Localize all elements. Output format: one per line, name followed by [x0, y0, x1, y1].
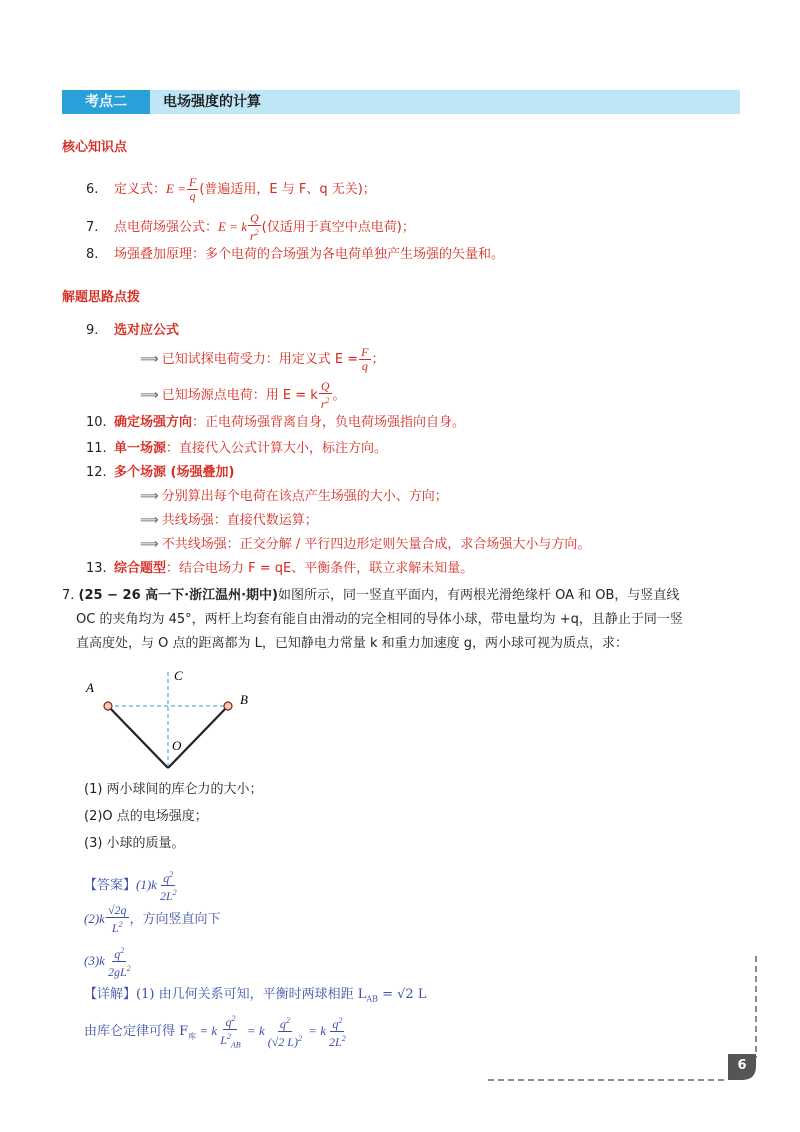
tip-12-sub-3: [140, 536, 590, 554]
item-number: 12.: [86, 465, 107, 480]
sub-end: ；: [371, 352, 385, 367]
item-number: 6.: [86, 182, 99, 197]
item-text: ：正电荷场强背离自身，负电荷场强指向自身。: [192, 415, 466, 430]
sub-end: 。: [332, 388, 346, 403]
rod-oa: [108, 706, 168, 768]
formula: E = k: [218, 219, 247, 234]
item-label: 定义式：: [114, 182, 167, 197]
exponent: 2: [172, 888, 177, 897]
sub-text: 已知场源点电荷：用 E = k: [161, 388, 318, 403]
numerator-base: q: [114, 947, 121, 961]
numerator-base: q: [332, 1017, 339, 1032]
fraction: [319, 380, 332, 411]
denominator-base: 2gL: [107, 965, 127, 979]
item-number: 11.: [86, 441, 107, 456]
detail-text: (1) 由几何关系可知，平衡时两球相距 L: [136, 987, 367, 1002]
item-number: 7.: [86, 220, 99, 235]
subscript: AB: [230, 1040, 241, 1050]
tip-item-11: [86, 440, 387, 458]
question-3: (3) 小球的质量。: [84, 836, 185, 851]
ball-b: [224, 702, 232, 710]
arrow-icon: ⟹: [140, 352, 158, 367]
item-note: (普遍适用，E 与 F、q 无关)；: [199, 182, 376, 197]
section-tag: 考点二: [62, 90, 150, 114]
item-title: 单一场源: [114, 441, 167, 456]
problem-number: 7.: [62, 588, 75, 603]
numerator: [330, 1014, 344, 1032]
denominator-base: 2L: [329, 1035, 342, 1050]
detail-tag: 【详解】: [84, 987, 137, 1002]
exponent: 2: [120, 946, 125, 955]
answer-prefix: (1)k: [136, 877, 157, 892]
numerator: Q: [250, 211, 259, 225]
formula: = k: [196, 1023, 218, 1039]
item-number: 13.: [86, 561, 107, 576]
tips-heading: 解题思路点拨: [62, 290, 141, 305]
numerator: [161, 868, 175, 886]
formula: E =: [166, 181, 186, 196]
detail-text: 由库仑定律可得 F: [84, 1024, 189, 1040]
problem-line-1: [62, 584, 752, 608]
item-number: 10.: [86, 415, 107, 430]
fraction-1: [218, 1012, 242, 1051]
item-text: ：结合电场力 F = qE、平衡条件，联立求解未知量。: [166, 561, 474, 576]
answer-2: [84, 904, 221, 935]
answer-prefix: (3)k: [84, 953, 105, 968]
exponent: 2: [231, 1014, 236, 1023]
denominator-base: 2L: [159, 889, 173, 903]
tip-12-sub-1: [140, 488, 448, 506]
numerator: [223, 1012, 237, 1030]
section-title: 电场强度的计算: [163, 94, 261, 110]
tip-9-sub-2: [140, 380, 346, 411]
denominator: [106, 962, 133, 979]
label-a: A: [86, 680, 94, 695]
answer-1: [84, 868, 180, 903]
denominator: [327, 1032, 348, 1049]
detail-1: [84, 986, 426, 1009]
question-1: (1) 两小球间的库仑力的大小；: [84, 782, 263, 797]
numerator: √2q: [107, 903, 127, 917]
sub-text: 已知试探电荷受力：用定义式 E =: [161, 352, 359, 367]
ball-a: [104, 702, 112, 710]
answer-suffix: ，方向竖直向下: [129, 912, 221, 927]
fraction: [106, 904, 129, 935]
arrow-icon: ⟹: [140, 513, 158, 528]
denominator: [266, 1032, 304, 1049]
denominator-base: r: [320, 397, 326, 411]
label-o: O: [172, 738, 182, 753]
item-title: 综合题型: [114, 561, 167, 576]
fraction-2: [266, 1014, 304, 1049]
fraction: [158, 868, 179, 903]
arrow-icon: ⟹: [140, 489, 158, 504]
item-title: 选对应公式: [114, 323, 180, 338]
item-title: 多个场源 (场强叠加): [114, 465, 235, 480]
fraction: [106, 944, 133, 979]
exponent: 2: [169, 870, 174, 879]
denominator: [158, 886, 179, 903]
item-number: 9.: [86, 323, 99, 338]
tip-9-sub-1: [140, 346, 385, 373]
page-number: 6: [737, 1058, 747, 1073]
denominator-base: L: [111, 921, 119, 935]
core-heading: 核心知识点: [62, 140, 128, 155]
exponent: 2: [297, 1034, 302, 1044]
answer-prefix: (2)k: [84, 911, 105, 926]
denominator-base: r: [250, 229, 255, 243]
denominator: q: [189, 189, 196, 203]
question-2: (2)O 点的电场强度；: [84, 809, 208, 824]
answer-3: [84, 944, 134, 979]
exponent: 2: [285, 1016, 290, 1026]
problem-source: (25 − 26 高一下·浙江温州·期中): [78, 588, 278, 603]
numerator-base: q: [163, 871, 170, 885]
exponent: 2: [338, 1016, 343, 1026]
denominator: [110, 918, 125, 935]
problem-statement: [62, 584, 752, 656]
equals-k: = k: [243, 1023, 265, 1039]
numerator-base: q: [225, 1015, 232, 1029]
item-title: 确定场强方向: [114, 415, 193, 430]
question-list: [84, 778, 263, 856]
core-item-8: [86, 246, 504, 264]
denominator-base: L: [220, 1033, 227, 1047]
arrow-icon: ⟹: [140, 388, 158, 403]
item-number: 8.: [86, 247, 99, 262]
label-b: B: [240, 692, 248, 707]
problem-line-3: 直高度处，与 O 点的距离都为 L，已知静电力常量 k 和重力加速度 g，两小球可视为质点，求：: [76, 636, 629, 651]
sub-text: 不共线场强：正交分解 / 平行四边形定则矢量合成，求合场强大小与方向。: [161, 537, 591, 552]
arrow-icon: ⟹: [140, 537, 158, 552]
numerator-base: q: [279, 1017, 286, 1032]
tip-item-9: [86, 322, 179, 340]
tip-item-10: [86, 414, 465, 432]
core-item-6: [86, 176, 376, 203]
tip-12-sub-2: [140, 512, 318, 530]
exponent: 2: [325, 396, 330, 405]
numerator: [112, 944, 126, 962]
numerator: F: [188, 175, 197, 189]
problem-line-2: OC 的夹角均为 45°，两杆上均套有能自由滑动的完全相同的导体小球，带电量均为 +q，且静止于同一竖: [76, 612, 683, 627]
rod-ob: [168, 706, 228, 768]
subscript: 库: [188, 1031, 197, 1041]
detail-end: = √2 L: [377, 987, 427, 1002]
fraction: [187, 176, 198, 203]
item-text: 场强叠加原理：多个电荷的合场强为各电荷单独产生场强的矢量和。: [114, 247, 505, 262]
sub-text: 共线场强：直接代数运算；: [161, 513, 318, 528]
problem-text: 如图所示，同一竖直平面内，有两根光滑绝缘杆 OA 和 OB，与竖直线: [277, 588, 680, 603]
item-note: (仅适用于真空中点电荷)；: [261, 220, 415, 235]
exponent: 2: [341, 1034, 346, 1044]
denominator: q: [361, 359, 368, 373]
exponent: 2: [254, 228, 259, 237]
core-item-7: [86, 212, 415, 243]
exponent: 2: [126, 964, 131, 973]
subscript: AB: [366, 994, 378, 1004]
sub-text: 分别算出每个电荷在该点产生场强的大小、方向；: [161, 489, 448, 504]
exponent: 2: [226, 1032, 231, 1041]
numerator: Q: [320, 379, 330, 393]
exponent: 2: [118, 920, 123, 929]
answer-tag: 【答案】: [84, 878, 137, 893]
tip-item-13: [86, 560, 473, 578]
item-label: 点电荷场强公式：: [114, 220, 219, 235]
fraction: [359, 346, 370, 373]
item-text: ：直接代入公式计算大小，标注方向。: [166, 441, 388, 456]
denominator: [248, 226, 261, 243]
fraction: [248, 212, 261, 243]
numerator: F: [361, 345, 369, 359]
denominator-base: (√2 L): [267, 1035, 298, 1050]
numerator: [278, 1014, 292, 1032]
denominator: [218, 1030, 242, 1051]
geometry-figure: [80, 664, 270, 774]
tip-item-12: [86, 464, 234, 482]
equals-k: = k: [304, 1023, 327, 1039]
detail-2: [84, 1012, 349, 1051]
page-corner-decoration: [480, 950, 770, 1090]
fraction-3: [327, 1014, 348, 1049]
label-c: C: [174, 668, 183, 683]
denominator: [319, 394, 332, 411]
